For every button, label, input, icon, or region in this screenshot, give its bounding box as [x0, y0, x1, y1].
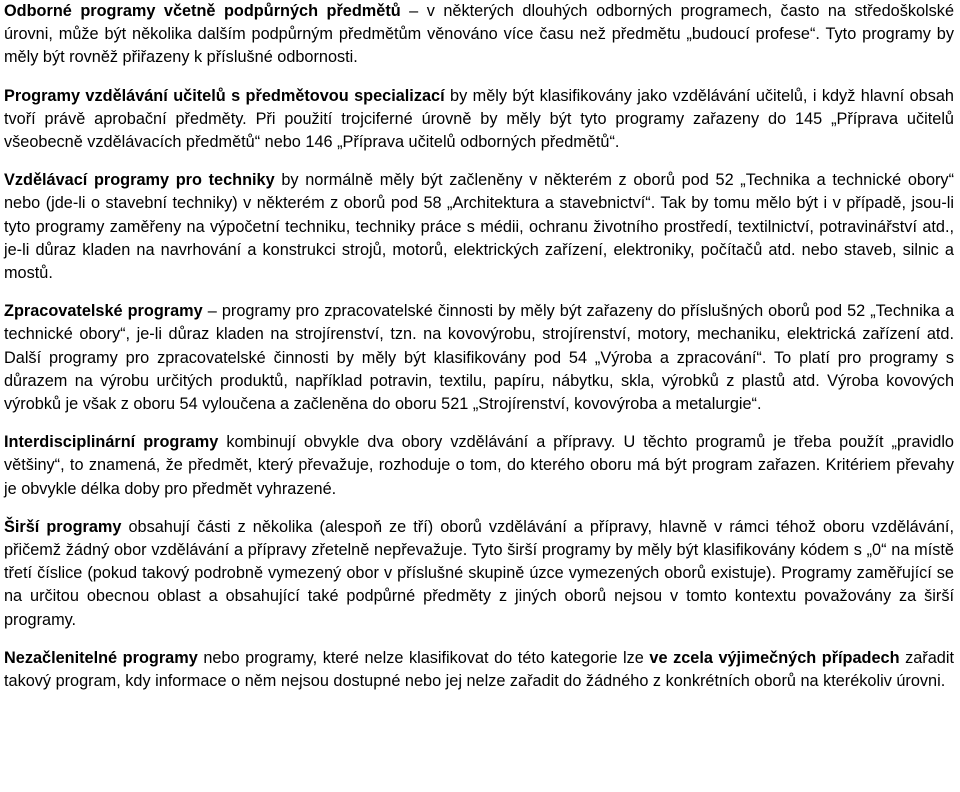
paragraph-processing: [4, 300, 954, 416]
paragraph-teacher-training: [4, 85, 954, 155]
term-heading: Nezačlenitelné programy: [4, 648, 198, 667]
paragraph-text: by normálně měly být začleněny v některém z oborů pod 52 „Technika a technické obory“ nebo (jde-li o stavební techniky) v některém z oborů pod 58 „Architektura a stavebnictví“. Tak by tomu mělo být i v případě, jsou-li tyto programy zaměřeny na výpočetní techniku, techniky práce s médii, ochranu životního prostředí, textilnictví, potravinářství atd., je-li důraz kladen na navrhování a konstrukci strojů, motorů, elektrických zařízení, elektroniky, počítačů atd. nebo staveb, silnic a mostů.: [4, 171, 954, 283]
paragraph-text: – v některých dlouhých odborných programech, často na středoškolské úrovni, může být několika dalším podpůrným předmětům věnováno více času než předmětu „budoucí profese“. Tyto programy by měly být rovněž přiřazeny k příslušné odbornosti.: [4, 2, 954, 67]
paragraph-text: zařadit takový program, kdy informace o něm nejsou dostupné nebo jej nelze zařadit do žádného z konkrétních oborů na kterékoliv úrovni.: [4, 648, 954, 691]
paragraph-unclassifiable: [4, 647, 954, 693]
paragraph-text: by měly být klasifikovány jako vzdělávání učitelů, i když hlavní obsah tvoří právě aprobační předměty. Při použití trojciferné úrovně by měly být tyto programy zařazeny do 145 „Příprava učitelů všeobecně vzdělávacích předmětů“ nebo 146 „Příprava učitelů odborných předmětů“.: [4, 86, 954, 152]
term-heading: Vzdělávací programy pro techniky: [4, 171, 275, 190]
term-heading: Programy vzdělávání učitelů s předmětovou specializací: [4, 86, 445, 105]
paragraph-interdisciplinary: [4, 431, 954, 501]
paragraph-broad-programmes: [4, 516, 954, 632]
emphasis-text: ve zcela výjimečných případech: [649, 648, 900, 667]
paragraph-supporting-subjects: [4, 0, 954, 70]
paragraph-text: kombinují obvykle dva obory vzdělávání a přípravy. U těchto programů je třeba použít „pravidlo většiny“, to znamená, že předmět, který převažuje, rozhoduje o tom, do kterého oboru má být program zařazen. Kritériem převahy je obvykle délka doby pro předmět vyhrazené.: [4, 433, 954, 498]
term-heading: Interdisciplinární programy: [4, 433, 219, 452]
term-heading: Širší programy: [4, 517, 122, 536]
paragraph-text: nebo programy, které nelze klasifikovat do této kategorie lze: [197, 648, 650, 667]
paragraph-text: obsahují části z několika (alespoň ze tří) oborů vzdělávání a přípravy, hlavně v rámci téhož oboru vzdělávání, přičemž žádný obor vzdělávání a přípravy zřetelně nepřevažuje. Tyto širší programy by měly být klasifikovány kódem s „0“ na místě třetí číslice (pokud takový podrobně vymezený obor v příslušné skupině úzce vymezených oborů existuje). Programy zaměřující se na určitou obecnou oblast a obsahující také podpůrné předměty z jiných oborů nejsou v tomto kontextu považovány za širší programy.: [4, 517, 954, 629]
paragraph-technicians: [4, 169, 954, 285]
paragraph-text: – programy pro zpracovatelské činnosti by měly být zařazeny do příslušných oborů pod 52 „Technika a technické obory“, je-li důraz kladen na strojírenství, tzn. na kovovýrobu, strojírenství, motory, mechaniku, elektrická zařízení atd. Další programy pro zpracovatelské činnosti by měly být klasifikovány pod 54 „Výroba a zpracování“. To platí pro programy s důrazem na výrobu určitých produktů, například potravin, textilu, papíru, nábytku, skla, výrobků z plastů atd. Výroba kovových výrobků je však z oboru 54 vyloučena a začleněna do oboru 521 „Strojírenství, kovovýroba a metalurgie“.: [4, 302, 954, 414]
term-heading: Odborné programy včetně podpůrných předmětů: [4, 2, 401, 20]
term-heading: Zpracovatelské programy: [4, 302, 203, 321]
